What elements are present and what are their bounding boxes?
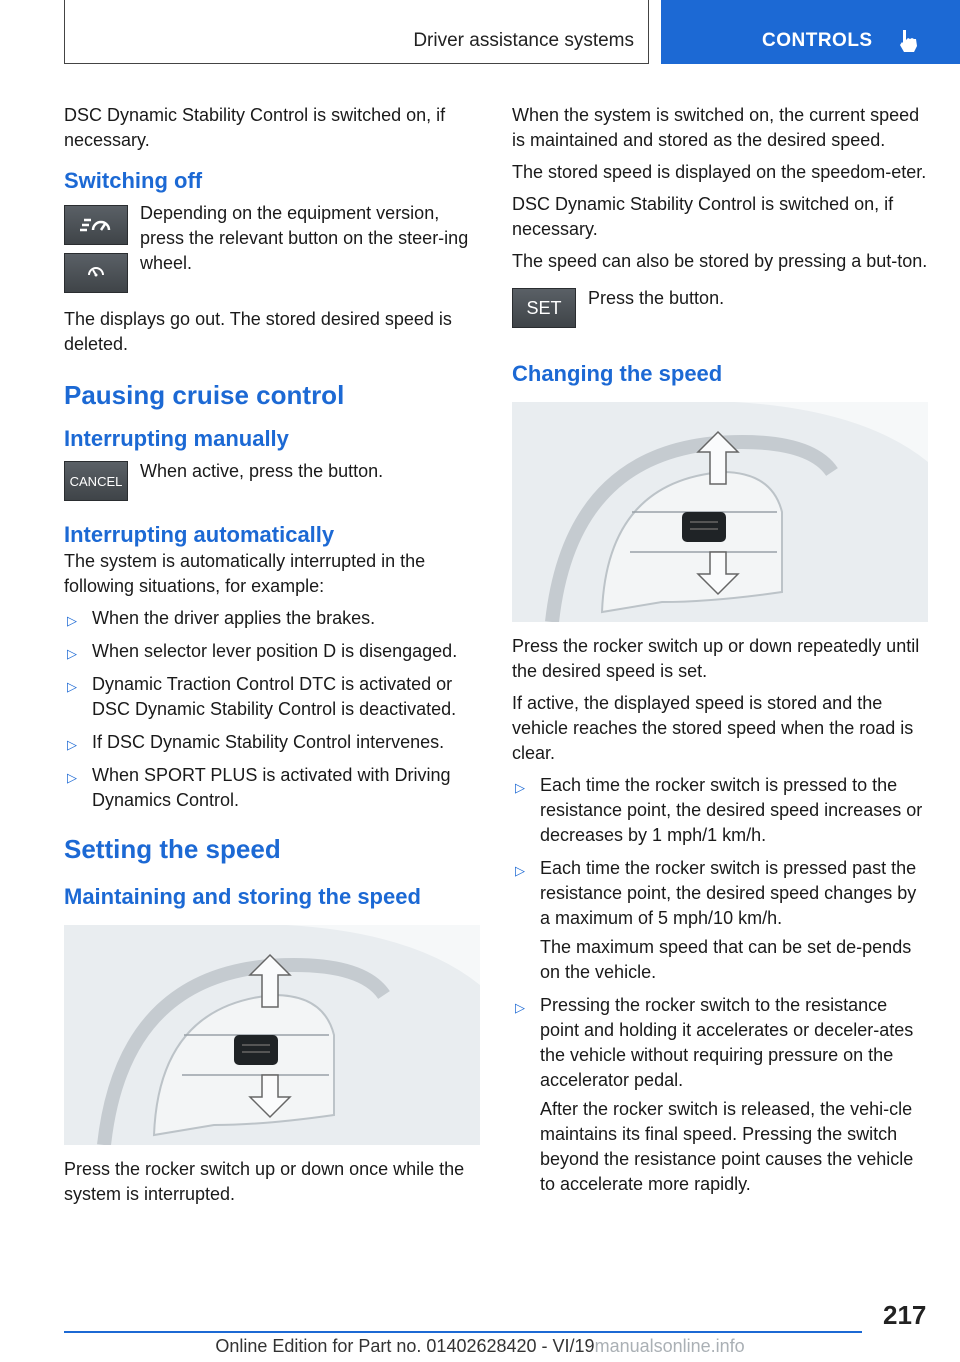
maintaining-storing-heading: Maintaining and storing the speed [64, 884, 421, 909]
cruise-control-icon [76, 212, 116, 238]
list-item: ▷ Each time the rocker switch is pressed to the resistance point, the desired speed increases or decreases by 1 mph/1 km/h. [515, 775, 923, 845]
switching-off-after: The displays go out. The stored desired speed is deleted. [64, 309, 452, 354]
triangle-bullet-icon: ▷ [67, 770, 77, 785]
header-controls-tab[interactable] [661, 0, 960, 64]
triangle-bullet-icon: ▷ [67, 679, 77, 694]
cancel-row [64, 459, 482, 511]
interrupting-automatically-intro: The system is automatically interrupted in the following situations, for example: [64, 551, 426, 596]
changing-paragraph-1: Press the rocker switch up or down repeatedly until the desired speed is set. [512, 636, 920, 681]
interrupting-automatically-heading: Interrupting automatically [64, 522, 335, 547]
list-item: ▷ If DSC Dynamic Stability Control intervenes. [64, 730, 482, 755]
setting-speed-caption: Press the rocker switch up or down once while the system is interrupted. [64, 1159, 465, 1204]
watermark-text: manualsonline.info [594, 1336, 745, 1356]
interrupting-manually-heading: Interrupting manually [64, 426, 289, 451]
interrupting-manually-text: When active, press the button. [140, 461, 384, 481]
limiter-button-image [64, 253, 128, 293]
triangle-bullet-icon: ▷ [67, 646, 77, 661]
setting-speed-heading: Setting the speed [64, 834, 281, 864]
right-paragraph-4: The speed can also be stored by pressing a but-ton. [512, 251, 928, 271]
triangle-bullet-icon: ▷ [515, 863, 525, 878]
left-column [64, 103, 482, 1214]
pausing-heading: Pausing cruise control [64, 380, 345, 410]
changing-speed-list-2 [512, 993, 930, 1093]
list-item: ▷ When SPORT PLUS is activated with Driving Dynamics Control. [67, 765, 451, 810]
changing-paragraph-2: If active, the displayed speed is stored and the vehicle reaches the stored speed when the road is clear. [512, 693, 914, 763]
changing-bullet2-note: The maximum speed that can be set de-pends on the vehicle. [540, 937, 912, 982]
right-paragraph-3: DSC Dynamic Stability Control is switched on, if necessary. [512, 194, 894, 239]
set-row [512, 286, 930, 338]
triangle-bullet-icon: ▷ [515, 1000, 525, 1015]
steering-wheel-rocker-image [64, 925, 480, 1145]
list-item: ▷ Dynamic Traction Control DTC is activated or DSC Dynamic Stability Control is deactivated. [67, 674, 457, 719]
header-section-title: Driver assistance systems [413, 30, 634, 51]
interrupt-conditions-list [64, 606, 482, 813]
right-paragraph-2: The stored speed is displayed on the speedom-eter. [512, 162, 927, 182]
triangle-bullet-icon: ▷ [515, 780, 525, 795]
changing-bullet3-note: After the rocker switch is released, the vehi-cle maintains its final speed. Pressing the switch beyond the resistance point causes the vehicle to accelerate more rapidly. [540, 1099, 914, 1194]
list-item: ▷ Pressing the rocker switch to the resistance point and holding it accelerates or deceler-ates the vehicle without requiring pressure on the accelerator pedal. [515, 995, 914, 1090]
list-item: ▷ When the driver applies the brakes. [64, 606, 482, 631]
switching-off-text: Depending on the equipment version, press the relevant button on the steer-ing wheel. [140, 203, 469, 273]
right-column [512, 103, 930, 1205]
footer-edition [0, 1336, 960, 1357]
list-item: ▷ Each time the rocker switch is pressed past the resistance point, the desired speed changes by a maximum of 5 mph/10 km/h. [515, 858, 917, 928]
cancel-button-image: CANCEL [64, 461, 128, 501]
switching-off-heading: Switching off [64, 168, 203, 193]
intro-paragraph: DSC Dynamic Stability Control is switched on, if necessary. [64, 105, 446, 150]
list-item: ▷ When selector lever position D is disengaged. [64, 639, 482, 664]
triangle-bullet-icon: ▷ [67, 737, 77, 752]
set-button-image: SET [512, 288, 576, 328]
changing-speed-heading: Changing the speed [512, 361, 723, 386]
steering-wheel-rocker-image-2 [512, 402, 928, 622]
edition-text: Online Edition for Part no. 01402628420 - VI/19 [215, 1336, 595, 1356]
header-tab-label: CONTROLS [762, 30, 873, 51]
footer-rule [64, 1331, 862, 1333]
pointing-hand-icon [897, 28, 919, 59]
switching-off-row [64, 201, 482, 293]
page-number: 217 [883, 1300, 927, 1330]
right-paragraph-1: When the system is switched on, the current speed is maintained and stored as the desired speed. [512, 105, 920, 150]
header-section-box [64, 0, 649, 64]
cruise-control-button-image [64, 205, 128, 245]
triangle-bullet-icon: ▷ [67, 613, 77, 628]
set-text: Press the button. [588, 288, 725, 308]
changing-speed-list [512, 773, 930, 931]
limiter-icon [84, 261, 108, 285]
